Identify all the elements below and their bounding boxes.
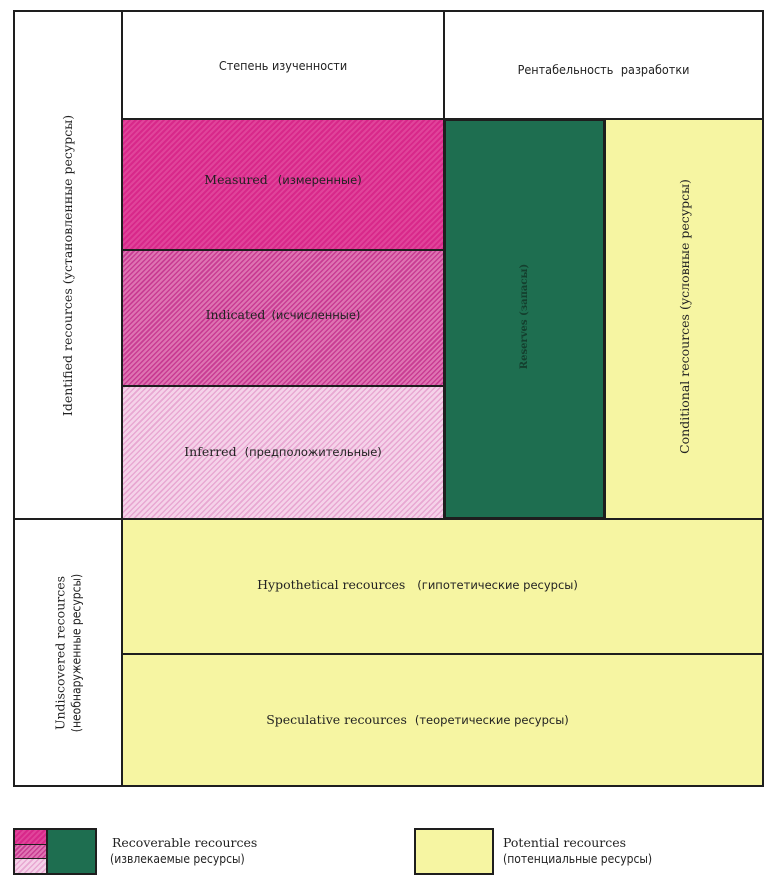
hypothetical-label: [257, 577, 578, 592]
study-degree-text: Степень изученности: [218, 57, 348, 73]
hypothetical-label-ru: (гипотетические ресурсы): [417, 578, 578, 592]
inferred-cell: [121, 385, 445, 520]
inferred-label: [184, 444, 382, 459]
undiscovered-resources-label-cell: [13, 518, 123, 787]
undiscovered-label-en: Undiscovered recources: [52, 575, 68, 730]
reserves-label: Reserves (запасы): [519, 263, 530, 369]
reserves-cell: [443, 118, 606, 520]
legend-swatch-reserves: [48, 830, 97, 875]
hypothetical-resources-cell: [121, 518, 764, 655]
undiscovered-resources-label: [51, 573, 85, 732]
hypothetical-label-en: Hypothetical recources: [257, 577, 406, 592]
measured-label-ru: (измеренные): [277, 173, 362, 187]
profitability-text: Рентабельность разработки: [517, 61, 690, 77]
measured-label-en: Measured: [204, 172, 268, 187]
indicated-cell: [121, 249, 445, 387]
speculative-label: [266, 712, 569, 727]
conditional-resources-cell: [604, 118, 764, 520]
identified-resources-label: Identified recources (установленные ресурсы): [60, 114, 76, 416]
study-degree-header: [121, 10, 445, 120]
speculative-resources-cell: [121, 653, 764, 787]
potential-legend-ru: (потенциальные ресурсы): [503, 852, 653, 866]
speculative-label-ru: (теоретические ресурсы): [414, 712, 569, 727]
identified-resources-label-cell: [13, 10, 123, 520]
inferred-label-en: Inferred: [184, 444, 237, 459]
profitability-header: [443, 10, 764, 120]
legend-swatch-measured: [15, 830, 48, 845]
measured-label: [204, 172, 361, 187]
recoverable-legend-swatch: [13, 828, 97, 875]
conditional-resources-label: Conditional recources (условные ресурсы): [676, 178, 692, 454]
measured-cell: [121, 118, 445, 251]
potential-legend-text: [503, 834, 652, 868]
potential-legend-en: Potential recources: [503, 835, 627, 850]
inferred-label-ru: (предположительные): [244, 445, 382, 459]
indicated-label-ru: (исчисленные): [271, 307, 361, 322]
recoverable-legend-text: [110, 834, 257, 868]
legend-swatch-indicated: [15, 845, 48, 859]
potential-legend-swatch: [414, 828, 494, 875]
indicated-label: [206, 307, 361, 322]
speculative-label-en: Speculative recources: [266, 711, 407, 727]
recoverable-legend-en: Recoverable recources: [112, 835, 258, 850]
recoverable-legend-ru: (извлекаемые ресурсы): [110, 852, 245, 866]
undiscovered-label-ru: (необнаруженные ресурсы): [69, 573, 84, 732]
indicated-label-en: Indicated: [205, 306, 266, 322]
legend-swatch-inferred: [15, 859, 48, 875]
